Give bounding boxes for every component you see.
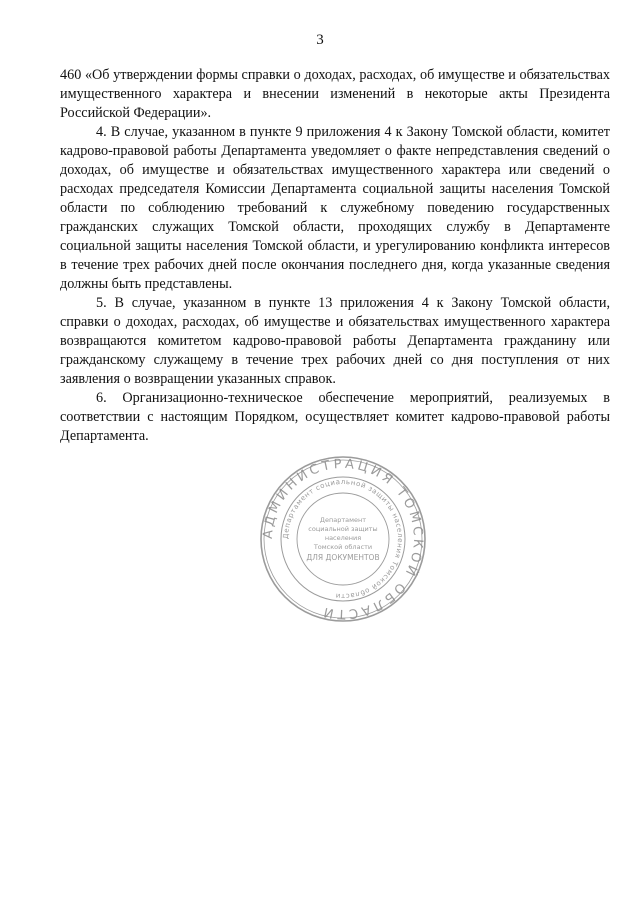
stamp-inner-ring-text: Департамент социальной защиты населения Томской области (281, 477, 405, 601)
official-seal-stamp (258, 454, 428, 624)
stamp-center-line: Томской области (313, 543, 373, 551)
stamp-center-line: Департамент (319, 516, 367, 524)
stamp-center-line: населения (324, 534, 362, 542)
stamp-center-line: ДЛЯ ДОКУМЕНТОВ (306, 553, 380, 562)
page-number: 3 (316, 32, 324, 48)
stamp-outer-ring-text: АДМИНИСТРАЦИЯ ТОМСКОЙ ОБЛАСТИ (260, 456, 426, 622)
document-body (60, 66, 610, 446)
paragraph-continuation: 460 «Об утверждении формы справки о доходах, расходах, об имуществе и обязательствах имущественного характера и внесении изменений в некоторые акты Президента Российской Федерации». (60, 67, 610, 121)
paragraph-item-5: 5. В случае, указанном в пункте 13 приложения 4 к Закону Томской области, справки о доходах, расходах, об имуществе и обязательствах имущественного характера возвращаются комитетом кадрово-правовой работы Департамента гражданину или гражданскому служащему в течение трех рабочих дней со дня поступления от них заявления о возвращении указанных справок. (60, 295, 610, 387)
paragraph-item-6: 6. Организационно-техническое обеспечение мероприятий, реализуемых в соответствии с настоящим Порядком, осуществляет комитет кадрово-правовой работы Департамента. (60, 390, 610, 444)
stamp-center-line: социальной защиты (308, 525, 378, 533)
paragraph-item-4: 4. В случае, указанном в пункте 9 приложения 4 к Закону Томской области, комитет кадрово-правовой работы Департамента уведомляет о факте непредставления сведений о доходах, об имуществе и обязательствах имущественного характера или сведений о расходах председателя Комиссии Департамента социальной защиты населения Томской области по соблюдению требований к служебному поведению государственных гражданских служащих Томской области, проходящих службу в Департаменте социальной защиты населения Томской области, и урегулированию конфликта интересов в течение трех рабочих дней после окончания последнего дня, когда указанные сведения должны быть представлены. (60, 124, 610, 292)
